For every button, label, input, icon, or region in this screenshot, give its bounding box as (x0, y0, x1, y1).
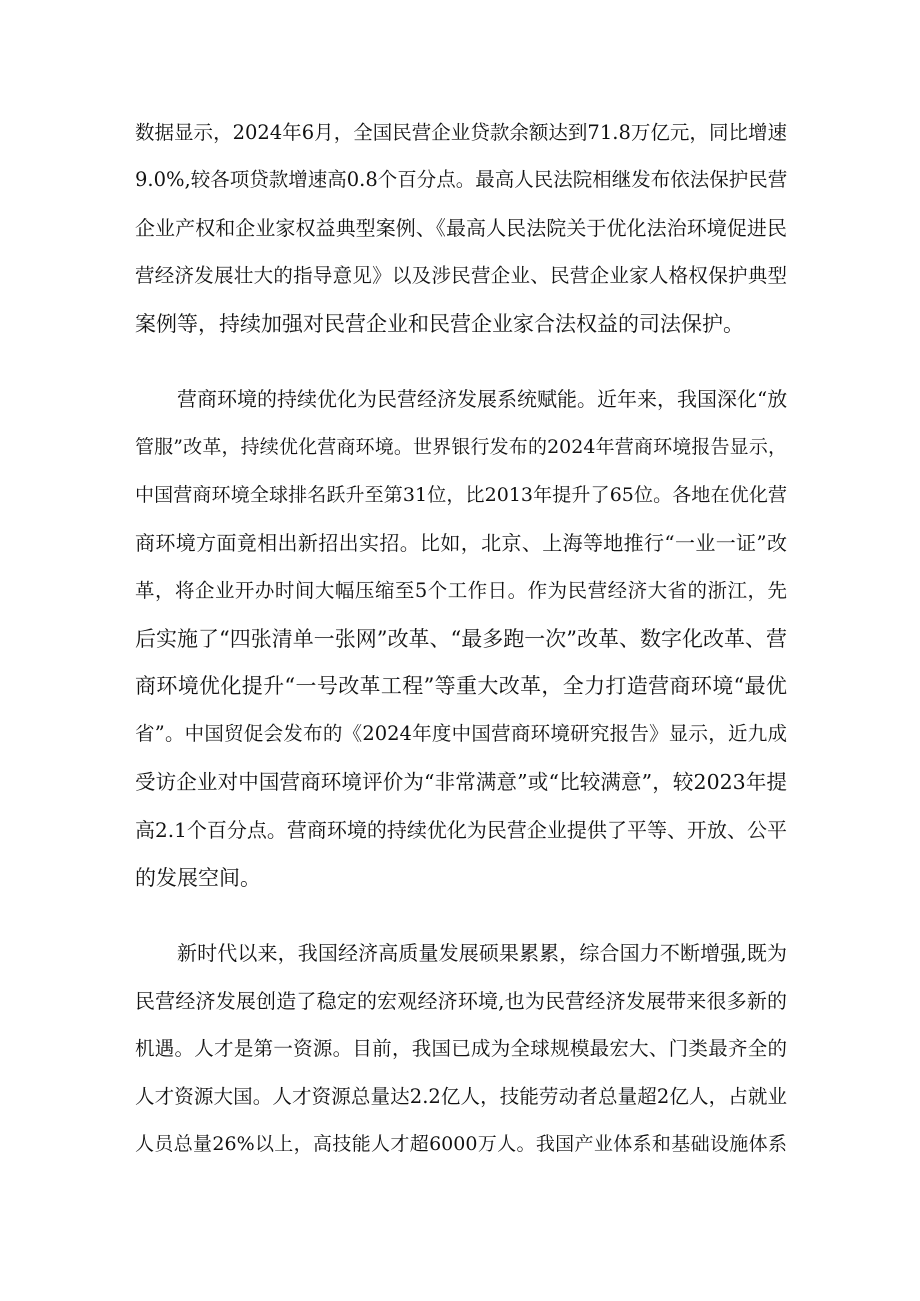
text-line: 人员总量26%以上，高技能人才超6000万人。我国产业体系和基础设施体系 (135, 1133, 787, 1155)
text-line: 中国营商环境全球排名跃升至第31位，比2013年提升了65位。各地在优化营 (135, 484, 787, 506)
text-line: 后实施了“四张清单一张网”改革、“最多跑一次”改革、数字化改革、营 (135, 627, 787, 651)
text-line: 受访企业对中国营商环境评价为“非常满意”或“比较满意”，较2023年提 (135, 770, 787, 794)
text-line: 营经济发展壮大的指导意见》以及涉民营企业、民营企业家人格权保护典型 (135, 264, 787, 287)
text-line: 人才资源大国。人才资源总量达2.2亿人，技能劳动者总量超2亿人，占就业 (135, 1085, 787, 1108)
text-line: 的发展空间。 (135, 866, 261, 890)
text-line: 民营经济发展创造了稳定的宏观经济环境,也为民营经济发展带来很多新的 (135, 989, 787, 1013)
text-line: 商环境优化提升“一号改革工程”等重大改革，全力打造营商环境“最优 (135, 674, 787, 698)
text-line: 高2.1个百分点。营商环境的持续优化为民营企业提供了平等、开放、公平 (135, 818, 787, 842)
text-line: 机遇。人才是第一资源。目前，我国已成为全球规模最宏大、门类最齐全的 (135, 1037, 787, 1060)
text-line: 案例等，持续加强对民营企业和民营企业家合法权益的司法保护。 (135, 312, 744, 336)
text-line: 9.0%,较各项贷款增速高0.8个百分点。最高人民法院相继发布依法保护民营 (135, 168, 787, 191)
text-line: 营商环境的持续优化为民营经济发展系统赋能。近年来，我国深化“放 (177, 387, 787, 411)
text-line: 企业产权和企业家权益典型案例、《最高人民法院关于优化法治环境促进民 (135, 216, 787, 240)
text-line: 数据显示，2024年6月，全国民营企业贷款余额达到71.8万亿元，同比增速 (135, 121, 787, 144)
text-line: 商环境方面竟相出新招出实招。比如，北京、上海等地推行“一业一证”改 (135, 531, 787, 555)
text-line: 管服”改革，持续优化营商环境。世界银行发布的2024年营商环境报告显示， (135, 436, 787, 458)
text-line: 革，将企业开办时间大幅压缩至5个工作日。作为民营经济大省的浙江，先 (135, 579, 787, 602)
text-line: 新时代以来，我国经济高质量发展硕果累累，综合国力不断增强,既为 (177, 941, 787, 965)
text-line: 省”。中国贸促会发布的《2024年度中国营商环境研究报告》显示，近九成 (135, 722, 787, 745)
